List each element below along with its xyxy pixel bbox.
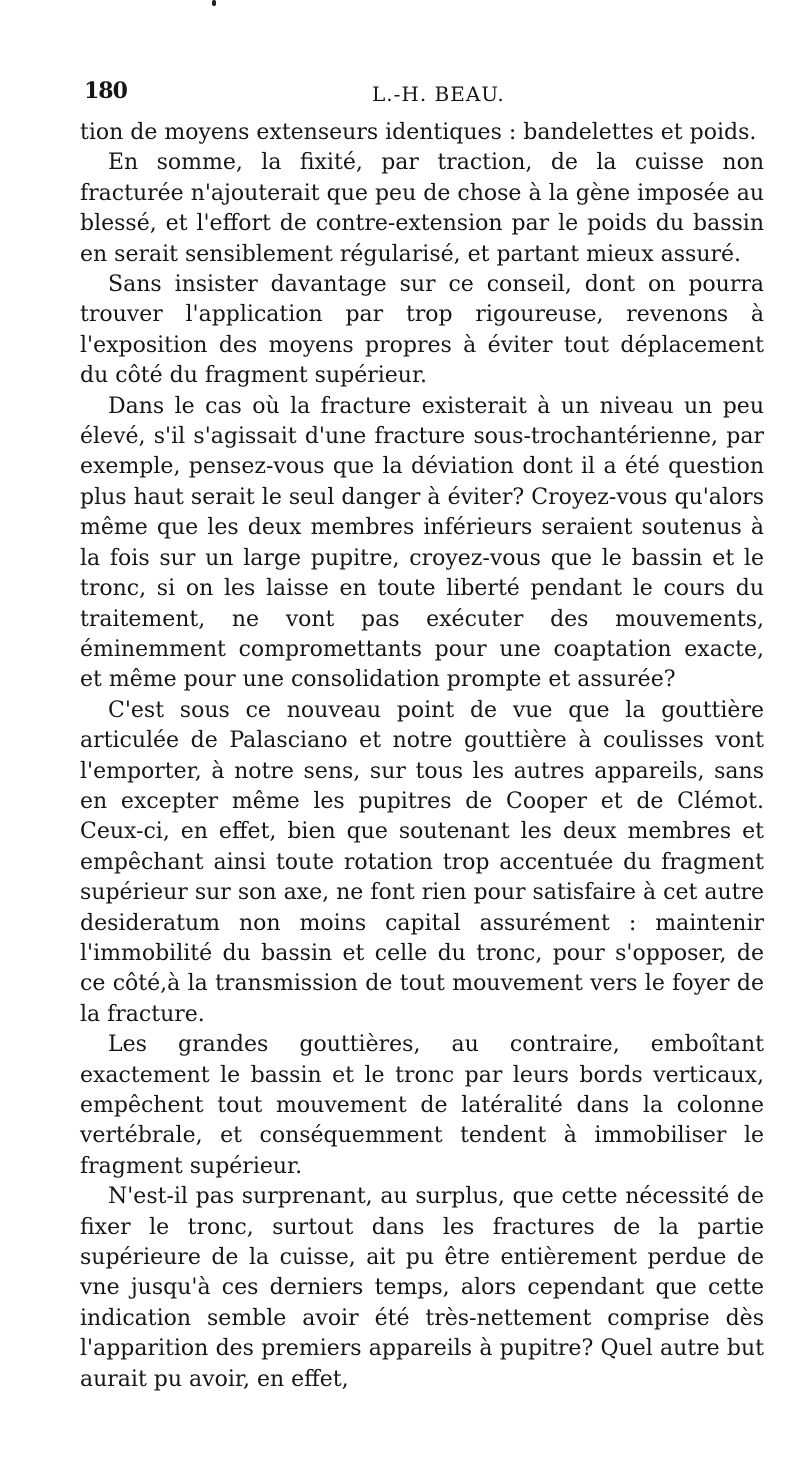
paragraph: Dans le cas où la fracture existerait à un niveau un peu élevé, s'il s'agissait d'une fracture sous-trochantérienne, par exemple, pensez-vous que la déviation dont il a été question plus haut serait le seul danger à éviter? Croyez-vous qu'alors même que les deux membres inférieurs seraient soutenus à la fois sur un large pupitre, croyez-vous que le bassin et le tronc, si on les laisse en toute liberté pendant le cours du traitement, ne vont pas exécuter des mouvements, éminemment compromettants pour une coaptation exacte, et même pour une consolidation prompte et assurée?: [80, 393, 764, 693]
running-head: L.-H. BEAU.: [372, 82, 505, 106]
body-text: [80, 118, 764, 1395]
page-number: 180: [84, 78, 127, 104]
paragraph: C'est sous ce nouveau point de vue que la gouttière articulée de Palasciano et notre gouttière à coulisses vont l'emporter, à notre sens, sur tous les autres appareils, sans en excepter même les pupitres de Cooper et de Clémot. Ceux-ci, en effet, bien que soutenant les deux membres et empêchant ainsi toute rotation trop accentuée du fragment supérieur sur son axe, ne font rien pour satisfaire à cet autre desideratum non moins capital assurément : maintenir l'immobilité du bassin et celle du tronc, pour s'opposer, de ce côté,à la transmission de tout mouvement vers le foyer de la fracture.: [80, 697, 764, 1027]
paragraph-continuation: tion de moyens extenseurs identiques : bandelettes et poids.: [80, 120, 757, 145]
paragraph: N'est-il pas surprenant, au surplus, que cette nécessité de fixer le tronc, surtout dans les fractures de la partie supérieure de la cuisse, ait pu être entièrement perdue de vne jusqu'à ces derniers temps, alors cependant que cette indication semble avoir été très-nettement comprise dès l'apparition des premiers appareils à pupitre? Quel autre but aurait pu avoir, en effet,: [80, 1184, 764, 1392]
paragraph: Sans insister davantage sur ce conseil, dont on pourra trouver l'application par trop rigoureuse, revenons à l'exposition des moyens propres à éviter tout déplacement du côté du fragment supérieur.: [80, 272, 764, 389]
ink-speck: [212, 0, 216, 6]
paragraph: Les grandes gouttières, au contraire, emboîtant exactement le bassin et le tronc par leurs bords verticaux, empêchent tout mouvement de latéralité dans la colonne vertébrale, et conséquemment tendent à immobiliser le fragment supérieur.: [80, 1032, 764, 1179]
paragraph: En somme, la fixité, par traction, de la cuisse non fracturée n'ajouterait que peu de chose à la gène imposée au blessé, et l'effort de contre-extension par le poids du bassin en serait sensiblement régularisé, et partant mieux assuré.: [80, 150, 764, 267]
